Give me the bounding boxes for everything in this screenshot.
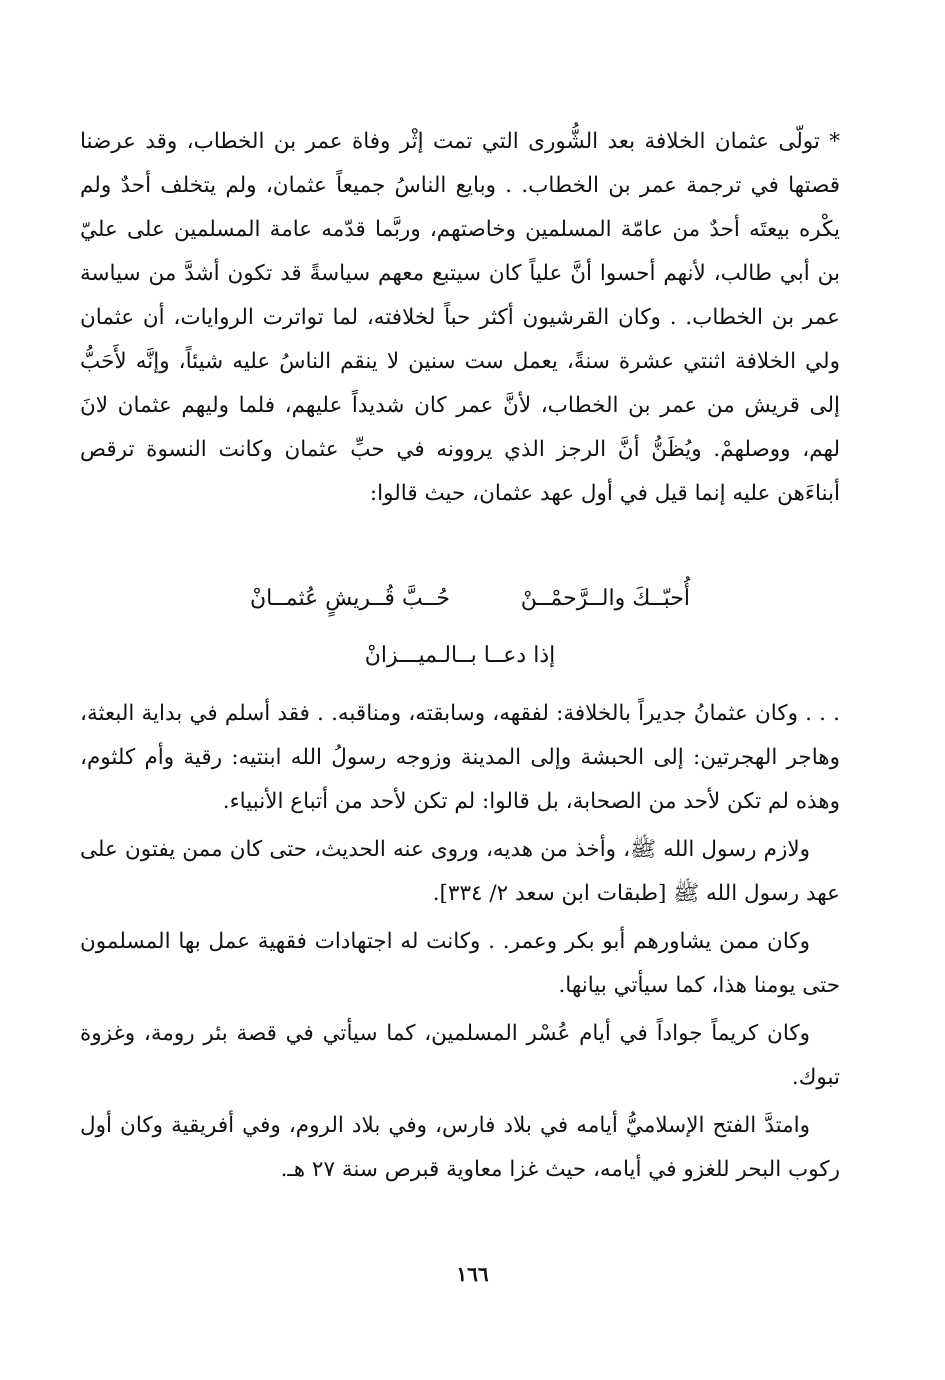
intro-paragraph-block [80, 120, 840, 516]
body-paragraph-block [80, 692, 840, 1196]
poem-verse [80, 578, 840, 682]
poem-line-1 [80, 578, 840, 630]
intro-paragraph: * تولّى عثمان الخلافة بعد الشُّورى التي تمت إثْر وفاة عمر بن الخطاب، وقد عرضنا قصتها في ترجمة عمر بن الخطاب. . وبايع الناسُ جميعاً عثمان، ولم يتخلف أحدٌ ولم يكْره بيعتَه أحدٌ من عامّة المسلمين وخاصتهم، وربَّما قدّمه عامة المسلمين على عليّ بن أبي طالب، لأنهم أحسوا أنَّ علياً كان سيتبع معهم سياسةً قد تكون أشدَّ من سياسة عمر بن الخطاب. . وكان القرشيون أكثر حباً لخلافته، لما تواترت الروايات، أن عثمان ولي الخلافة اثنتي عشرة سنةً، يعمل ست سنين لا ينقم الناسُ عليه شيئاً، وإنَّه لأَحَبُّ إلى قريش من عمر بن الخطاب، لأنَّ عمر كان شديداً عليهم، فلما وليهم عثمان لانَ لهم، ووصلهمْ. ويُظَنُّ أنَّ الرجز الذي يروونه في حبِّ عثمان وكانت النسوة ترقص أبناءَهن عليه إنما قيل في أول عهد عثمان، حيث قالوا: [80, 129, 840, 506]
page-number: ١٦٦ [456, 1262, 489, 1286]
body-paragraph-generosity: وكان كريماً جواداً في أيام عُسْر المسلمين، كما سيأتي في قصة بئر رومة، وغزوة تبوك. [80, 1021, 840, 1090]
body-paragraph-conquests: وامتدَّ الفتح الإسلاميُّ أيامه في بلاد فارس، وفي بلاد الروم، وفي أفريقية وكان أول ركوب البحر للغزو في أيامه، حيث غزا معاوية قبرص سنة ٢٧ هـ. [80, 1113, 840, 1182]
body-paragraph-companionship: ولازم رسول الله ﷺ، وأخذ من هديه، وروى عنه الحديث، حتى كان ممن يفتون على عهد رسول الله ﷺ [طبقات ابن سعد ٢/ ٣٣٤]. [80, 837, 840, 906]
body-paragraph-merits: . . . وكان عثمانُ جديراً بالخلافة: لفقهه، وسابقته، ومناقبه. . فقد أسلم في بداية البعثة، وهاجر الهجرتين: إلى الحبشة وإلى المدينة وزوجه رسولُ الله ابنتيه: رقية وأم كلثوم، وهذه لم تكن لأحد من الصحابة، بل قالوا: لم تكن لأحد من أتباع الأنبياء. [80, 701, 840, 814]
poem-line-2: إذا دعــا بــالـميـــزانْ [364, 643, 556, 668]
poem-hemistich-left: حُــبَّ قُــريشٍ عُثمــانْ [250, 586, 451, 611]
body-paragraph-consultation: وكان ممن يشاورهم أبو بكر وعمر. . وكانت له اجتهادات فقهية عمل بها المسلمون حتى يومنا هذا، كما سيأتي بيانها. [80, 929, 840, 998]
poem-hemistich-right: أُحبّــكَ والــرَّحمْــنْ [520, 586, 690, 611]
